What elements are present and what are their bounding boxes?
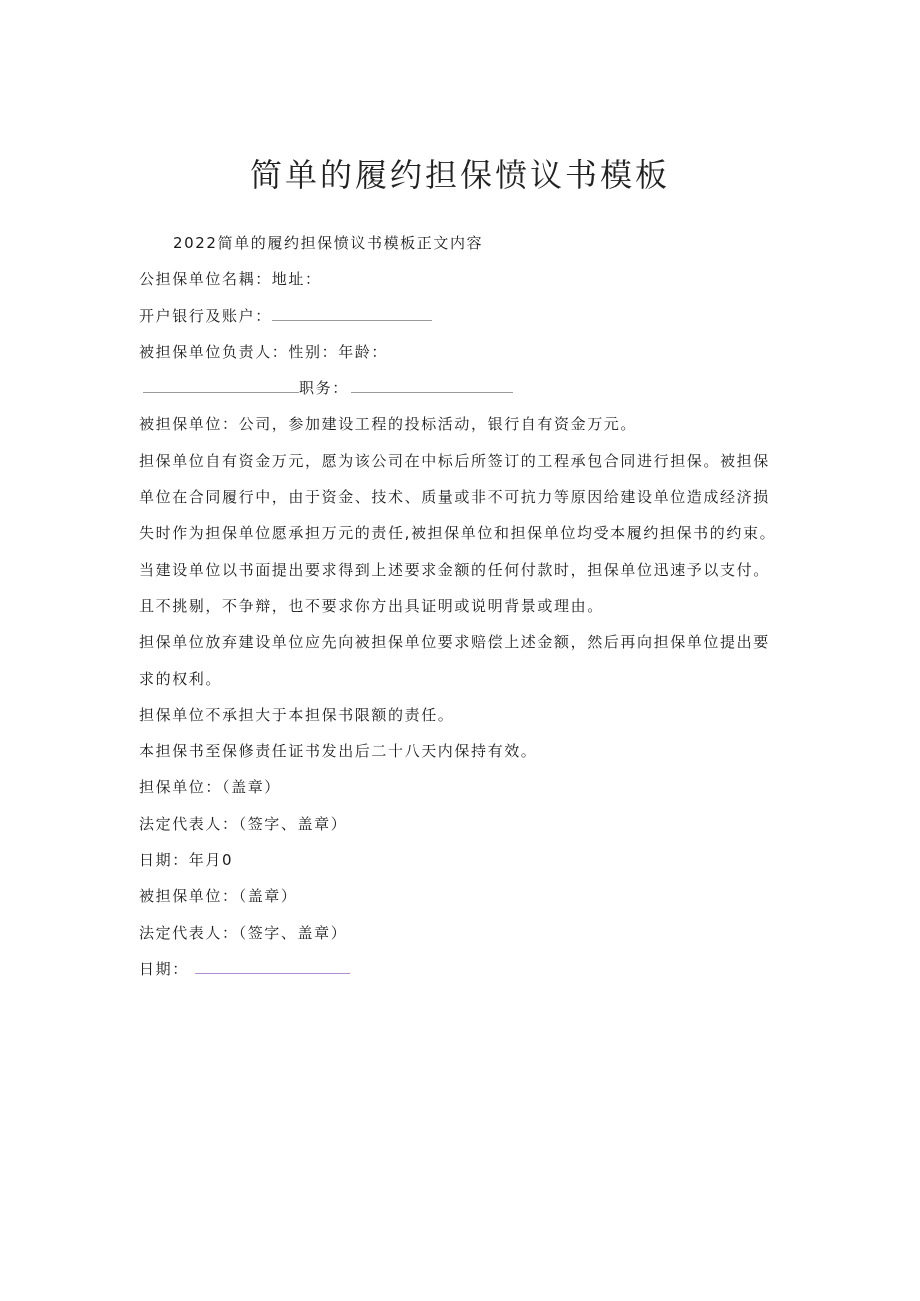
paragraph-line: 担保单位不承担大于本担保书限额的责任。	[139, 705, 455, 724]
text-line	[139, 448, 799, 484]
bank-account-blank	[272, 305, 432, 321]
legal-rep-label: 法定代表人：（签字、盖章）	[139, 814, 348, 833]
text-line	[139, 811, 799, 847]
text-line	[139, 629, 799, 665]
legal-rep-label: 法定代表人：（签字、盖章）	[139, 923, 348, 942]
position-label: 职务：	[299, 379, 349, 398]
name-blank	[143, 377, 299, 393]
text-line	[139, 520, 799, 556]
text-line	[139, 847, 799, 883]
paragraph-line: 担保单位自有资金万元，愿为该公司在中标后所签订的工程承包合同进行担保。被担保	[139, 451, 770, 470]
text-line	[139, 303, 799, 339]
text-line	[139, 956, 799, 992]
text-line	[139, 920, 799, 956]
paragraph-line: 单位在合同履行中，由于资金、技术、质量或非不可抗力等原因给建设单位造成经济损	[139, 488, 770, 507]
text-line	[139, 484, 799, 520]
principal-seal-label: 被担保单位：（盖章）	[139, 887, 298, 906]
text-line	[139, 411, 799, 447]
paragraph-line: 担保单位放弃建设单位应先向被担保单位要求赔偿上述金额，然后再向担保单位提出要	[139, 633, 770, 652]
paragraph-line: 求的权利。	[139, 669, 223, 688]
text-line	[139, 557, 799, 593]
text-line	[139, 593, 799, 629]
subtitle-line	[139, 230, 799, 266]
document-body	[139, 230, 799, 992]
paragraph-line: 且不挑剔，不争辩，也不要求你方出具证明或说明背景或理由。	[139, 596, 604, 615]
text-line	[139, 339, 799, 375]
text-line	[139, 738, 799, 774]
text-line	[139, 883, 799, 919]
date-label: 日期：	[139, 959, 189, 978]
paragraph-line: 失时作为担保单位愿承担万元的责任,被担保单位和担保单位均受本履约担保书的约束。	[139, 524, 777, 543]
paragraph-line: 当建设单位以书面提出要求得到上述要求金额的任何付款时，担保单位迅速予以支付。	[139, 560, 770, 579]
document-subtitle: 2022简单的履约担保愤议书模板正文内容	[173, 234, 484, 252]
text-line	[139, 702, 799, 738]
text-line	[139, 666, 799, 702]
guarantor-name-address-label: 公担保单位名耦：地址：	[139, 270, 322, 289]
text-line	[139, 375, 799, 411]
paragraph-line: 被担保单位：公司，参加建设工程的投标活动，银行自有资金万元。	[139, 415, 638, 434]
position-blank	[351, 377, 513, 393]
date-blank	[195, 958, 350, 974]
date-label: 日期：年月0	[139, 851, 234, 870]
principal-head-label: 被担保单位负责人：性别：年龄：	[139, 342, 389, 361]
bank-account-label: 开户银行及账户：	[139, 306, 272, 325]
document-title: 简单的履约担保愤议书模板	[249, 156, 670, 194]
paragraph-line: 本担保书至保修责任证书发出后二十八天内保持有效。	[139, 742, 538, 761]
guarantor-seal-label: 担保单位：（盖章）	[139, 778, 281, 797]
text-line	[139, 774, 799, 810]
text-line	[139, 266, 799, 302]
